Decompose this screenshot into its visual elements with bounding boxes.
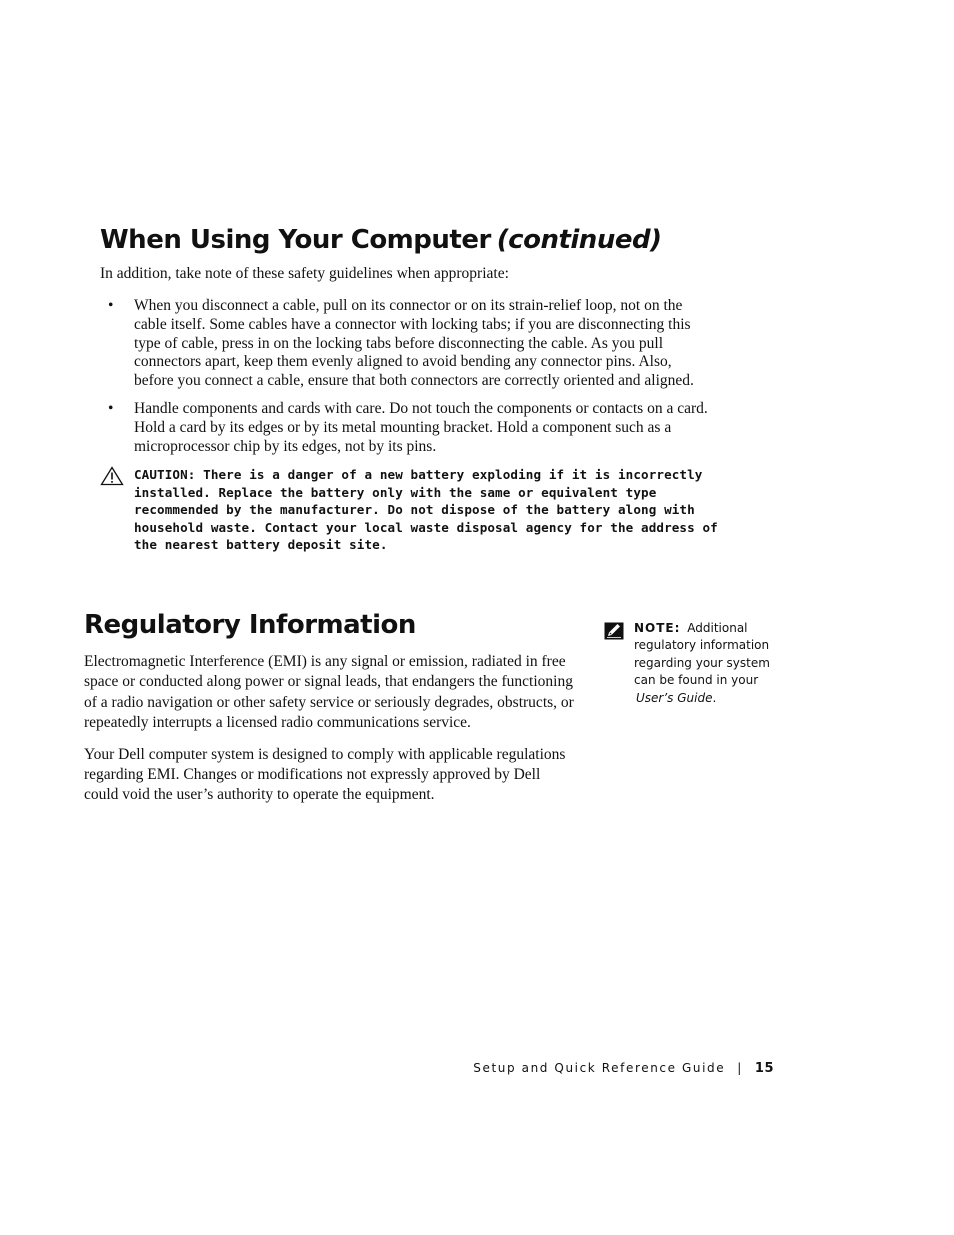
note-body: [634, 620, 794, 707]
paragraph: Electromagnetic Interference (EMI) is any signal or emission, radiated in free space or conducted along power or signal leads, that endangers the functioning of a radio navigation or other safety service or seriously degrades, obstructs, or repeatedly interrupts a licensed radio communications service.: [84, 653, 574, 732]
paragraph: Your Dell computer system is designed to comply with applicable regulations regarding EMI. Changes or modifications not expressly approved by Dell could void the user’s authority to operate the equipment.: [84, 745, 566, 804]
section-heading: [100, 222, 715, 258]
heading-text: When Using Your Computer: [100, 225, 491, 255]
list-item: [100, 400, 715, 456]
note-text: Additional regulatory information regarding your system can be found in your: [634, 621, 770, 688]
regulatory-section: [84, 606, 576, 806]
safety-guidelines-list: [100, 297, 715, 456]
page-footer: [473, 1061, 774, 1076]
note-label: NOTE:: [634, 621, 681, 635]
bullet-marker: •: [108, 399, 114, 417]
list-item: [100, 297, 715, 391]
page-number: 15: [754, 1061, 774, 1076]
caution-notice: [100, 466, 734, 554]
note-pencil-icon: [604, 622, 624, 640]
safety-section: [100, 222, 718, 554]
footer-separator: |: [737, 1061, 743, 1075]
heading-suffix: (continued): [496, 225, 662, 255]
section-heading: Regulatory Information: [84, 610, 416, 640]
warning-triangle-icon: [100, 466, 124, 486]
guide-title: User’s Guide: [636, 690, 713, 705]
footer-doc-title: Setup and Quick Reference Guide: [473, 1061, 726, 1075]
caution-text: CAUTION: There is a danger of a new battery exploding if it is incorrectly installed. Replace the battery only with the same or equivalent type recommended by the manufacturer. Do not dispose of the battery along with household waste. Contact your local waste disposal agency for the address of the nearest battery deposit site.: [134, 467, 718, 553]
intro-text: In addition, take note of these safety guidelines when appropriate:: [100, 265, 509, 282]
note-callout: [604, 620, 794, 707]
list-item-text: Handle components and cards with care. Do not touch the components or contacts on a card. Hold a card by its edges or by its metal mounting bracket. Hold a component such as a microprocessor chip by its edges, not by its pins.: [134, 399, 708, 455]
list-item-text: When you disconnect a cable, pull on its connector or on its strain-relief loop, not on the cable itself. Some cables have a connector with locking tabs; if you are disconnecting this type of cable, press in on the locking tabs before disconnecting the cable. As you pull connectors apart, keep them evenly aligned to avoid bending any connector pins. Also, before you connect a cable, ensure that both connectors are correctly oriented and aligned.: [134, 297, 694, 390]
bullet-marker: •: [108, 297, 114, 314]
note-end-punct: .: [712, 690, 717, 705]
